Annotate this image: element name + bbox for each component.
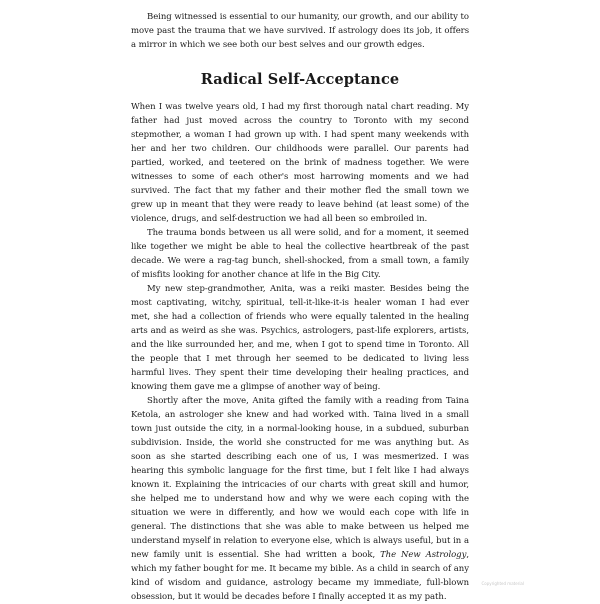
copyright-watermark: Copyrighted material xyxy=(481,581,524,586)
book-title: The New Astrology xyxy=(380,550,467,560)
section-title: Radical Self-Acceptance xyxy=(200,71,400,88)
body-paragraph: When I was twelve years old, I had my first thorough natal chart reading. My father had just moved across the country to Toronto with my second stepmother, a woman I had grown up with. I had spent many weekends with her and her two children. Our childhoods were parallel. Our parents had partied, worked, and teetered on the brink of madness together. We were witnesses to some of each other's most harrowing moments and we had survived. The fact that my father and their mother fled the small town we grew up in meant that they were ready to leave behind (at least some) of the violence, drugs, and self-destruction we had all been so embroiled in. xyxy=(131,102,469,224)
body-paragraph: Shortly after the move, Anita gifted the family with a reading from Taina Ketola, an astrologer she knew and had worked with. Taina lived in a small town just outside the city, in a normal-looking house, in a subdued, suburban subdivision. Inside, the world she constructed for me was anything but. As soon as she started describing each one of us, I was mesmerized. I was hearing this symbolic language for the first time, but I felt like I had always known it. Explaining the intricacies of our charts with great skill and humor, she helped me to understand how and why we were each coping with the situation we were in differently, and how we would each cope with life in general. The distinctions that she was able to make between us helped me understand myself in relation to everyone else, which is always useful, but in a new family unit is essential. She had written a book, The New Astrology, which my father bought for me. It became my bible. As a child in search of any kind of wisdom and guidance, astrology became my immediate, full-blown obsession, but it would be decades before I finally accepted it as my path. xyxy=(131,396,469,602)
intro-paragraph: Being witnessed is essential to our humanity, our growth, and our ability to move past the trauma that we have survived. If astrology does its job, it offers a mirror in which we see both our best selves and our growth edges. xyxy=(131,12,469,50)
book-page xyxy=(131,10,469,604)
body-paragraph: My new step-grandmother, Anita, was a reiki master. Besides being the most captivating, witchy, spiritual, tell-it-like-it-is healer woman I had ever met, she had a collection of friends who were equally talented in the healing arts and as weird as she was. Psychics, astrologers, past-life explorers, artists, and the like surrounded her, and me, when I got to spend time in Toronto. All the people that I met through her seemed to be dedicated to living less harmful lives. They spent their time developing their healing practices, and knowing them gave me a glimpse of another way of being. xyxy=(131,284,469,392)
body-paragraph: The trauma bonds between us all were solid, and for a moment, it seemed like together we might be able to heal the collective heartbreak of the past decade. We were a rag-tag bunch, shell-shocked, from a small town, a family of misfits looking for another chance at life in the Big City. xyxy=(131,228,469,280)
